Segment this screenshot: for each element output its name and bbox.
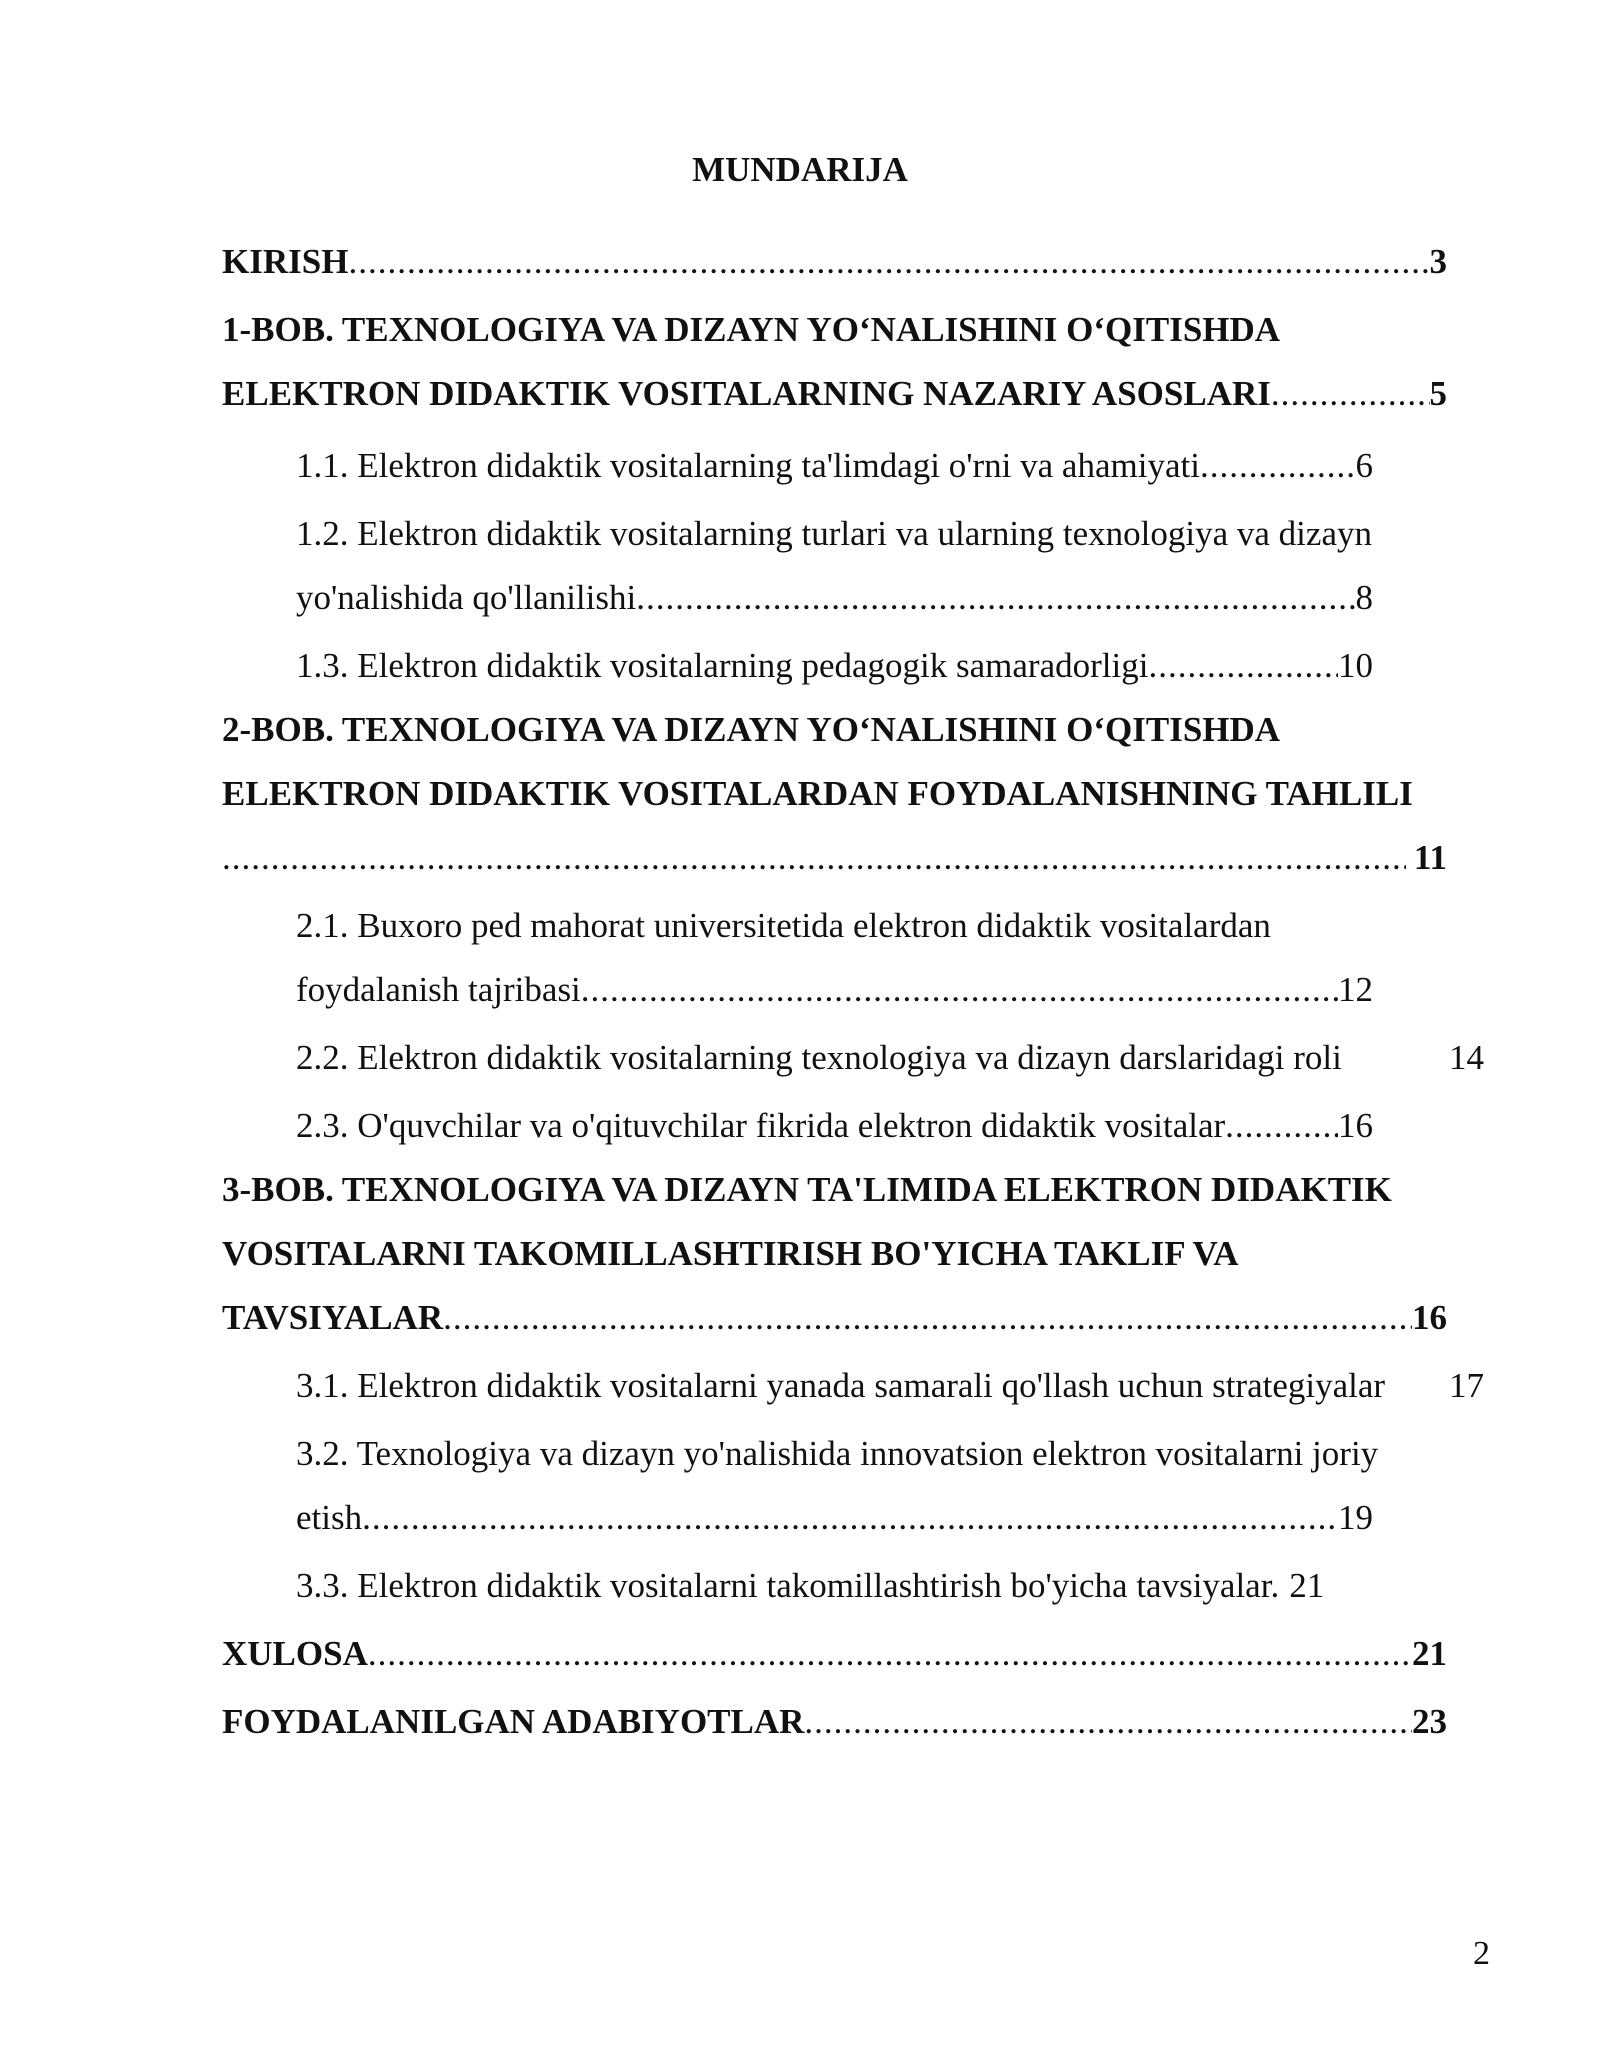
toc-entry-label: 2.2. Elektron didaktik vositalarning texnologiya va dizayn darslaridagi roli <box>296 1038 1342 1077</box>
leader-dots <box>581 966 1338 1014</box>
toc-entry-label: TAVSIYALAR <box>222 1298 444 1337</box>
toc-chapter-3-line-1[interactable]: 3-BOB. TEXNOLOGIYA VA DIZAYN TA'LIMIDA ELEKTRON DIDAKTIK <box>222 1170 1392 1209</box>
leader-dots <box>804 1698 1412 1746</box>
toc-entry-chapter-2[interactable] <box>222 834 1447 882</box>
leader-dots <box>222 834 1406 882</box>
toc-page-number: 10 <box>1338 646 1373 685</box>
toc-chapter-3-line-2[interactable]: VOSITALARNI TAKOMILLASHTIRISH BO'YICHA TAKLIF VA <box>222 1234 1239 1273</box>
toc-entry-chapter-3[interactable] <box>222 1294 1447 1342</box>
toc-entry-2-3[interactable] <box>296 1102 1373 1150</box>
leader-dots <box>348 238 1429 286</box>
toc-entry-label: 3.3. Elektron didaktik vositalarni takomillashtirish bo'yicha tavsiyalar. <box>296 1566 1280 1605</box>
toc-entry-label: 1.3. Elektron didaktik vositalarning pedagogik samaradorligi <box>296 646 1149 685</box>
toc-entry-xulosa[interactable] <box>222 1630 1447 1678</box>
toc-entry-3-2[interactable] <box>296 1494 1373 1542</box>
toc-entry-1-3[interactable] <box>296 642 1373 690</box>
toc-chapter-2-line-1[interactable]: 2-BOB. TEXNOLOGIYA VA DIZAYN YO‘NALISHINI O‘QITISHDA <box>222 710 1281 749</box>
toc-entry-label: KIRISH <box>222 242 349 281</box>
toc-entry-2-1[interactable] <box>296 966 1373 1014</box>
toc-page-number: 14 <box>1449 1038 1484 1077</box>
toc-page-number: 12 <box>1338 970 1373 1009</box>
page-title: MUNDARIJA <box>692 150 908 189</box>
toc-page-number: 21 <box>1412 1634 1447 1673</box>
toc-page-number: 19 <box>1338 1498 1373 1537</box>
toc-entry-2-2[interactable] <box>296 1034 1484 1082</box>
toc-entry-chapter-1[interactable] <box>222 370 1447 418</box>
page-number: 2 <box>1473 1935 1490 1972</box>
leader-dots <box>1148 642 1338 690</box>
toc-entry-1-2-line-1[interactable]: 1.2. Elektron didaktik vositalarning turlari va ularning texnologiya va dizayn <box>296 514 1372 553</box>
toc-entry-label: 1.1. Elektron didaktik vositalarning ta'limdagi o'rni va ahamiyati <box>296 446 1200 485</box>
toc-entry-adabiyotlar[interactable] <box>222 1698 1447 1746</box>
leader-dots <box>1225 1102 1338 1150</box>
leader-dots <box>636 574 1355 622</box>
toc-entry-label: 3.1. Elektron didaktik vositalarni yanada samarali qo'llash uchun strategiyalar <box>296 1366 1386 1405</box>
leader-dots <box>368 1630 1412 1678</box>
toc-entry-label: FOYDALANILGAN ADABIYOTLAR <box>222 1702 805 1741</box>
toc-entry-1-1[interactable] <box>296 442 1373 490</box>
leader-dots <box>362 1494 1338 1542</box>
toc-entry-label: ELEKTRON DIDAKTIK VOSITALARNING NAZARIY ASOSLARI <box>222 374 1271 413</box>
toc-page-number: 16 <box>1338 1106 1373 1145</box>
toc-page-number: 21 <box>1289 1566 1325 1605</box>
toc-entry-label: yo'nalishida qo'llanilishi <box>296 578 637 617</box>
toc-entry-kirish[interactable] <box>222 238 1447 286</box>
toc-page-number: 5 <box>1429 374 1447 413</box>
toc-chapter-2-line-2[interactable]: ELEKTRON DIDAKTIK VOSITALARDAN FOYDALANISHNING TAHLILI <box>222 774 1413 813</box>
toc-entry-label: foydalanish tajribasi <box>296 970 581 1009</box>
leader-dots <box>1200 442 1356 490</box>
toc-entry-1-2[interactable] <box>296 574 1373 622</box>
toc-page-number: 16 <box>1412 1298 1447 1337</box>
toc-page-number: 6 <box>1355 446 1373 485</box>
toc-entry-3-3[interactable] <box>296 1562 1373 1610</box>
leader-dots <box>443 1294 1412 1342</box>
toc-page-number: 23 <box>1412 1702 1447 1741</box>
toc-page-number: 8 <box>1355 578 1373 617</box>
toc-chapter-1-line-1[interactable]: 1-BOB. TEXNOLOGIYA VA DIZAYN YO‘NALISHINI O‘QITISHDA <box>222 310 1281 349</box>
toc-entry-3-2-line-1[interactable]: 3.2. Texnologiya va dizayn yo'nalishida innovatsion elektron vositalarni joriy <box>296 1434 1379 1473</box>
toc-page-number: 3 <box>1429 242 1447 281</box>
toc-page-number: 17 <box>1449 1366 1484 1405</box>
toc-entry-2-1-line-1[interactable]: 2.1. Buxoro ped mahorat universitetida elektron didaktik vositalardan <box>296 906 1271 945</box>
toc-entry-label: XULOSA <box>222 1634 368 1673</box>
leader-dots <box>1271 370 1430 418</box>
toc-entry-3-1[interactable] <box>296 1362 1484 1410</box>
toc-entry-label: 2.3. O'quvchilar va o'qituvchilar fikrida elektron didaktik vositalar <box>296 1106 1226 1145</box>
toc-page-number: 11 <box>1413 838 1447 877</box>
toc-entry-label: etish <box>296 1498 363 1537</box>
